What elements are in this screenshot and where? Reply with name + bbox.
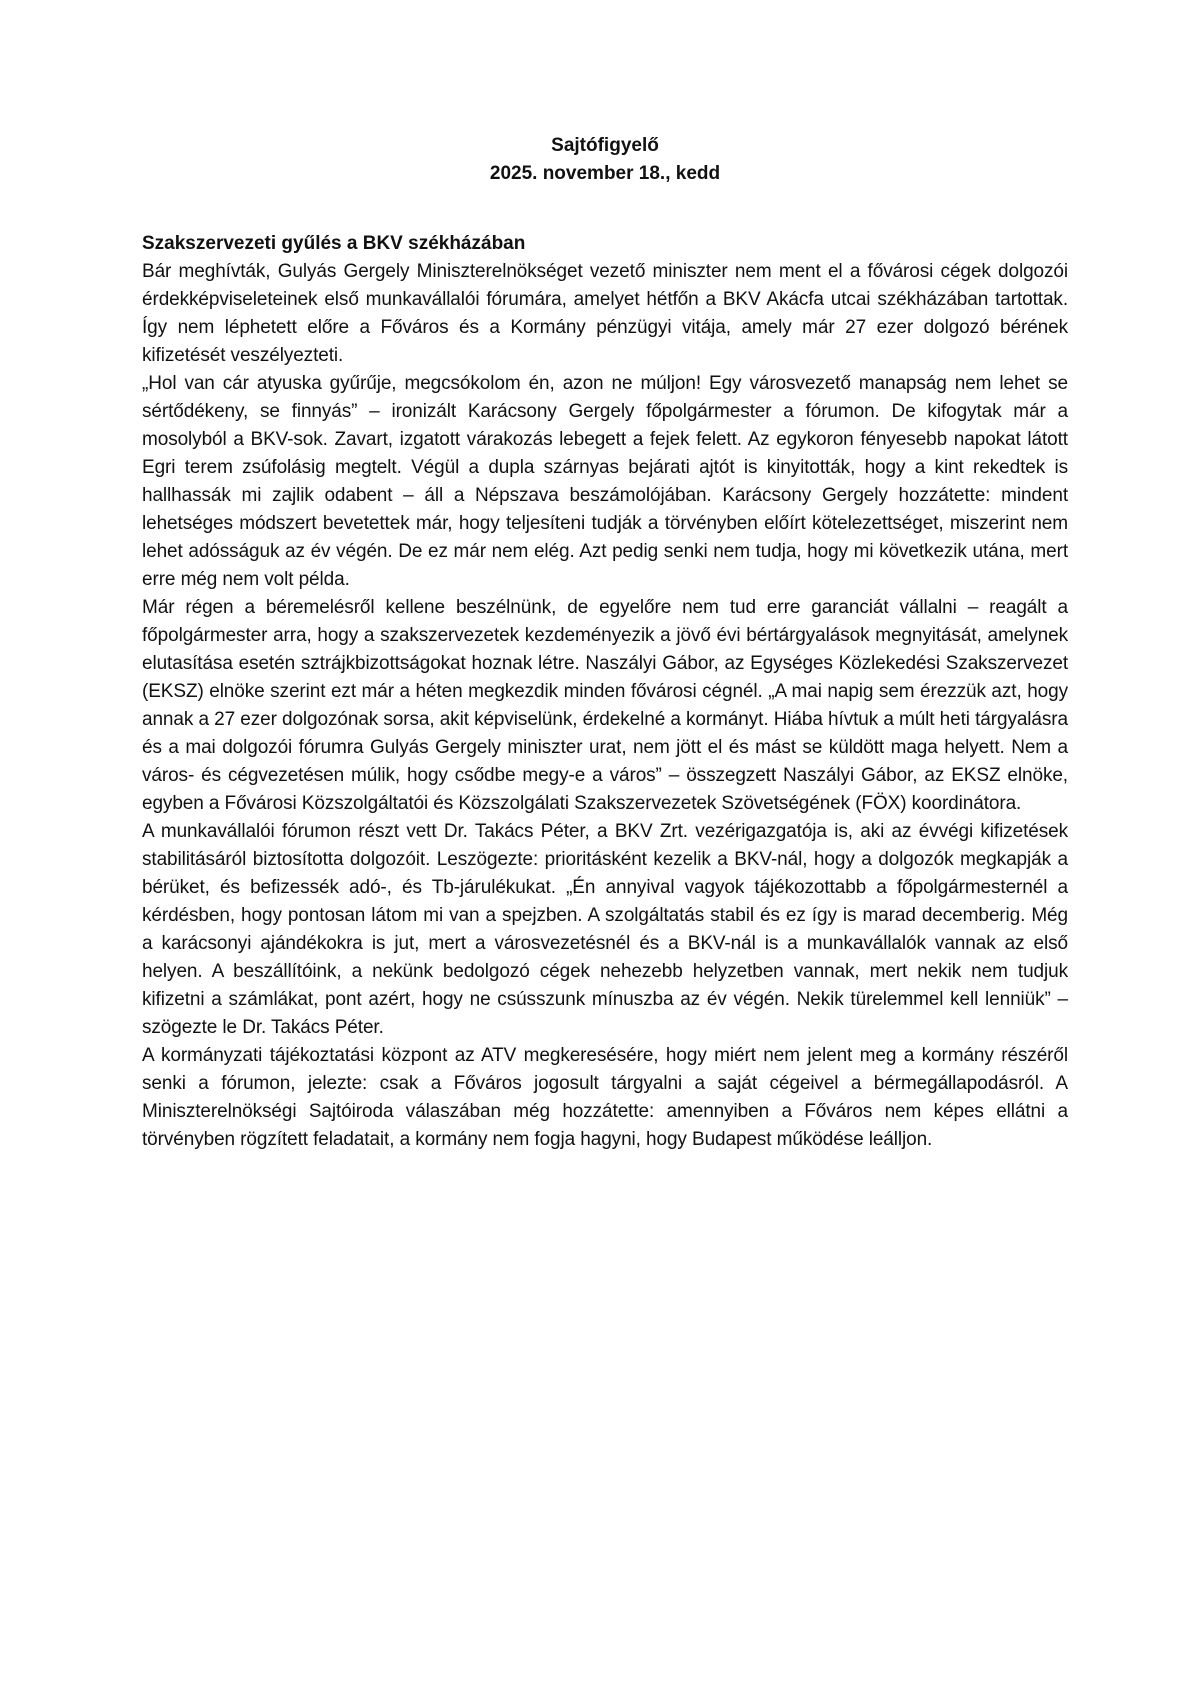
header-spacer xyxy=(142,188,1068,230)
article-paragraph-4: A munkavállalói fórumon részt vett Dr. Takács Péter, a BKV Zrt. vezérigazgatója is, aki az évvégi kifizetések stabilitásáról biztosította dolgozóit. Leszögezte: prioritásként kezelik a BKV-nál, hogy a dolgozók megkapják a bérüket, és befizessék adó-, és Tb-járulékukat. „Én annyival vagyok tájékozottabb a főpolgármesternél a kérdésben, hogy pontosan látom mi van a spejzben. A szolgáltatás stabil és ez így is marad decemberig. Még a karácsonyi ajándékokra is jut, mert a városvezetésnél és a BKV-nál is a munkavállalók vannak az első helyen. A beszállítóink, a nekünk bedolgozó cégek nehezebb helyzetben vannak, mert nekik nem tudjuk kifizetni a számlákat, pont azért, hogy ne csússzunk mínuszba az év végén. Nekik türelemmel kell lenniük” – szögezte le Dr. Takács Péter. xyxy=(142,821,1068,1038)
article-paragraph-1: Bár meghívták, Gulyás Gergely Miniszterelnökséget vezető miniszter nem ment el a fővárosi cégek dolgozói érdekképviseleteinek első munkavállalói fórumára, amelyet hétfőn a BKV Akácfa utcai székházában tartottak. Így nem léphetett előre a Főváros és a Kormány pénzügyi vitája, amely már 27 ezer dolgozó bérének kifizetését veszélyezteti. xyxy=(142,261,1068,366)
document-page xyxy=(142,132,1068,1154)
article-headline: Szakszervezeti gyűlés a BKV székházában xyxy=(142,233,526,254)
document-date: 2025. november 18., kedd xyxy=(489,163,721,184)
article-paragraph-2: „Hol van cár atyuska gyűrűje, megcsókolom én, azon ne múljon! Egy városvezető manapság nem lehet se sértődékeny, se finnyás” – ironizált Karácsony Gergely főpolgármester a fórumon. De kifogytak már a mosolyból a BKV-sok. Zavart, izgatott várakozás lebegett a fejek felett. Az egykoron fényesebb napokat látott Egri terem zsúfolásig megtelt. Végül a dupla szárnyas bejárati ajtót is kinyitották, hogy a kint rekedtek is hallhassák mi zajlik odabent – áll a Népszava beszámolójában. Karácsony Gergely hozzátette: mindent lehetséges módszert bevetettek már, hogy teljesíteni tudják a törvényben előírt kötelezettséget, miszerint nem lehet adósságuk az év végén. De ez már nem elég. Azt pedig senki nem tudja, hogy mi következik utána, mert erre még nem volt példa. xyxy=(142,373,1068,590)
document-header xyxy=(142,132,1068,188)
document-title: Sajtófigyelő xyxy=(551,135,659,156)
article-paragraph-5: A kormányzati tájékoztatási központ az ATV megkeresésére, hogy miért nem jelent meg a kormány részéről senki a fórumon, jelezte: csak a Főváros jogosult tárgyalni a saját cégeivel a bérmegállapodásról. A Miniszterelnökségi Sajtóiroda válaszában még hozzátette: amennyiben a Főváros nem képes ellátni a törvényben rögzített feladatait, a kormány nem fogja hagyni, hogy Budapest működése leálljon. xyxy=(142,1045,1068,1150)
article-paragraph-3: Már régen a béremelésről kellene beszélnünk, de egyelőre nem tud erre garanciát vállalni – reagált a főpolgármester arra, hogy a szakszervezetek kezdeményezik a jövő évi bértárgyalások megnyitását, amelynek elutasítása esetén sztrájkbizottságokat hoznak létre. Naszályi Gábor, az Egységes Közlekedési Szakszervezet (EKSZ) elnöke szerint ezt már a héten megkezdik minden fővárosi cégnél. „A mai napig sem érezzük azt, hogy annak a 27 ezer dolgozónak sorsa, akit képviselünk, érdekelné a kormányt. Hiába hívtuk a múlt heti tárgyalásra és a mai dolgozói fórumra Gulyás Gergely miniszter urat, nem jött el és mást se küldött maga helyett. Nem a város- és cégvezetésen múlik, hogy csődbe megy-e a város” – összegzett Naszályi Gábor, az EKSZ elnöke, egyben a Fővárosi Közszolgáltatói és Közszolgálati Szakszervezetek Szövetségének (FÖX) koordinátora. xyxy=(142,597,1068,814)
